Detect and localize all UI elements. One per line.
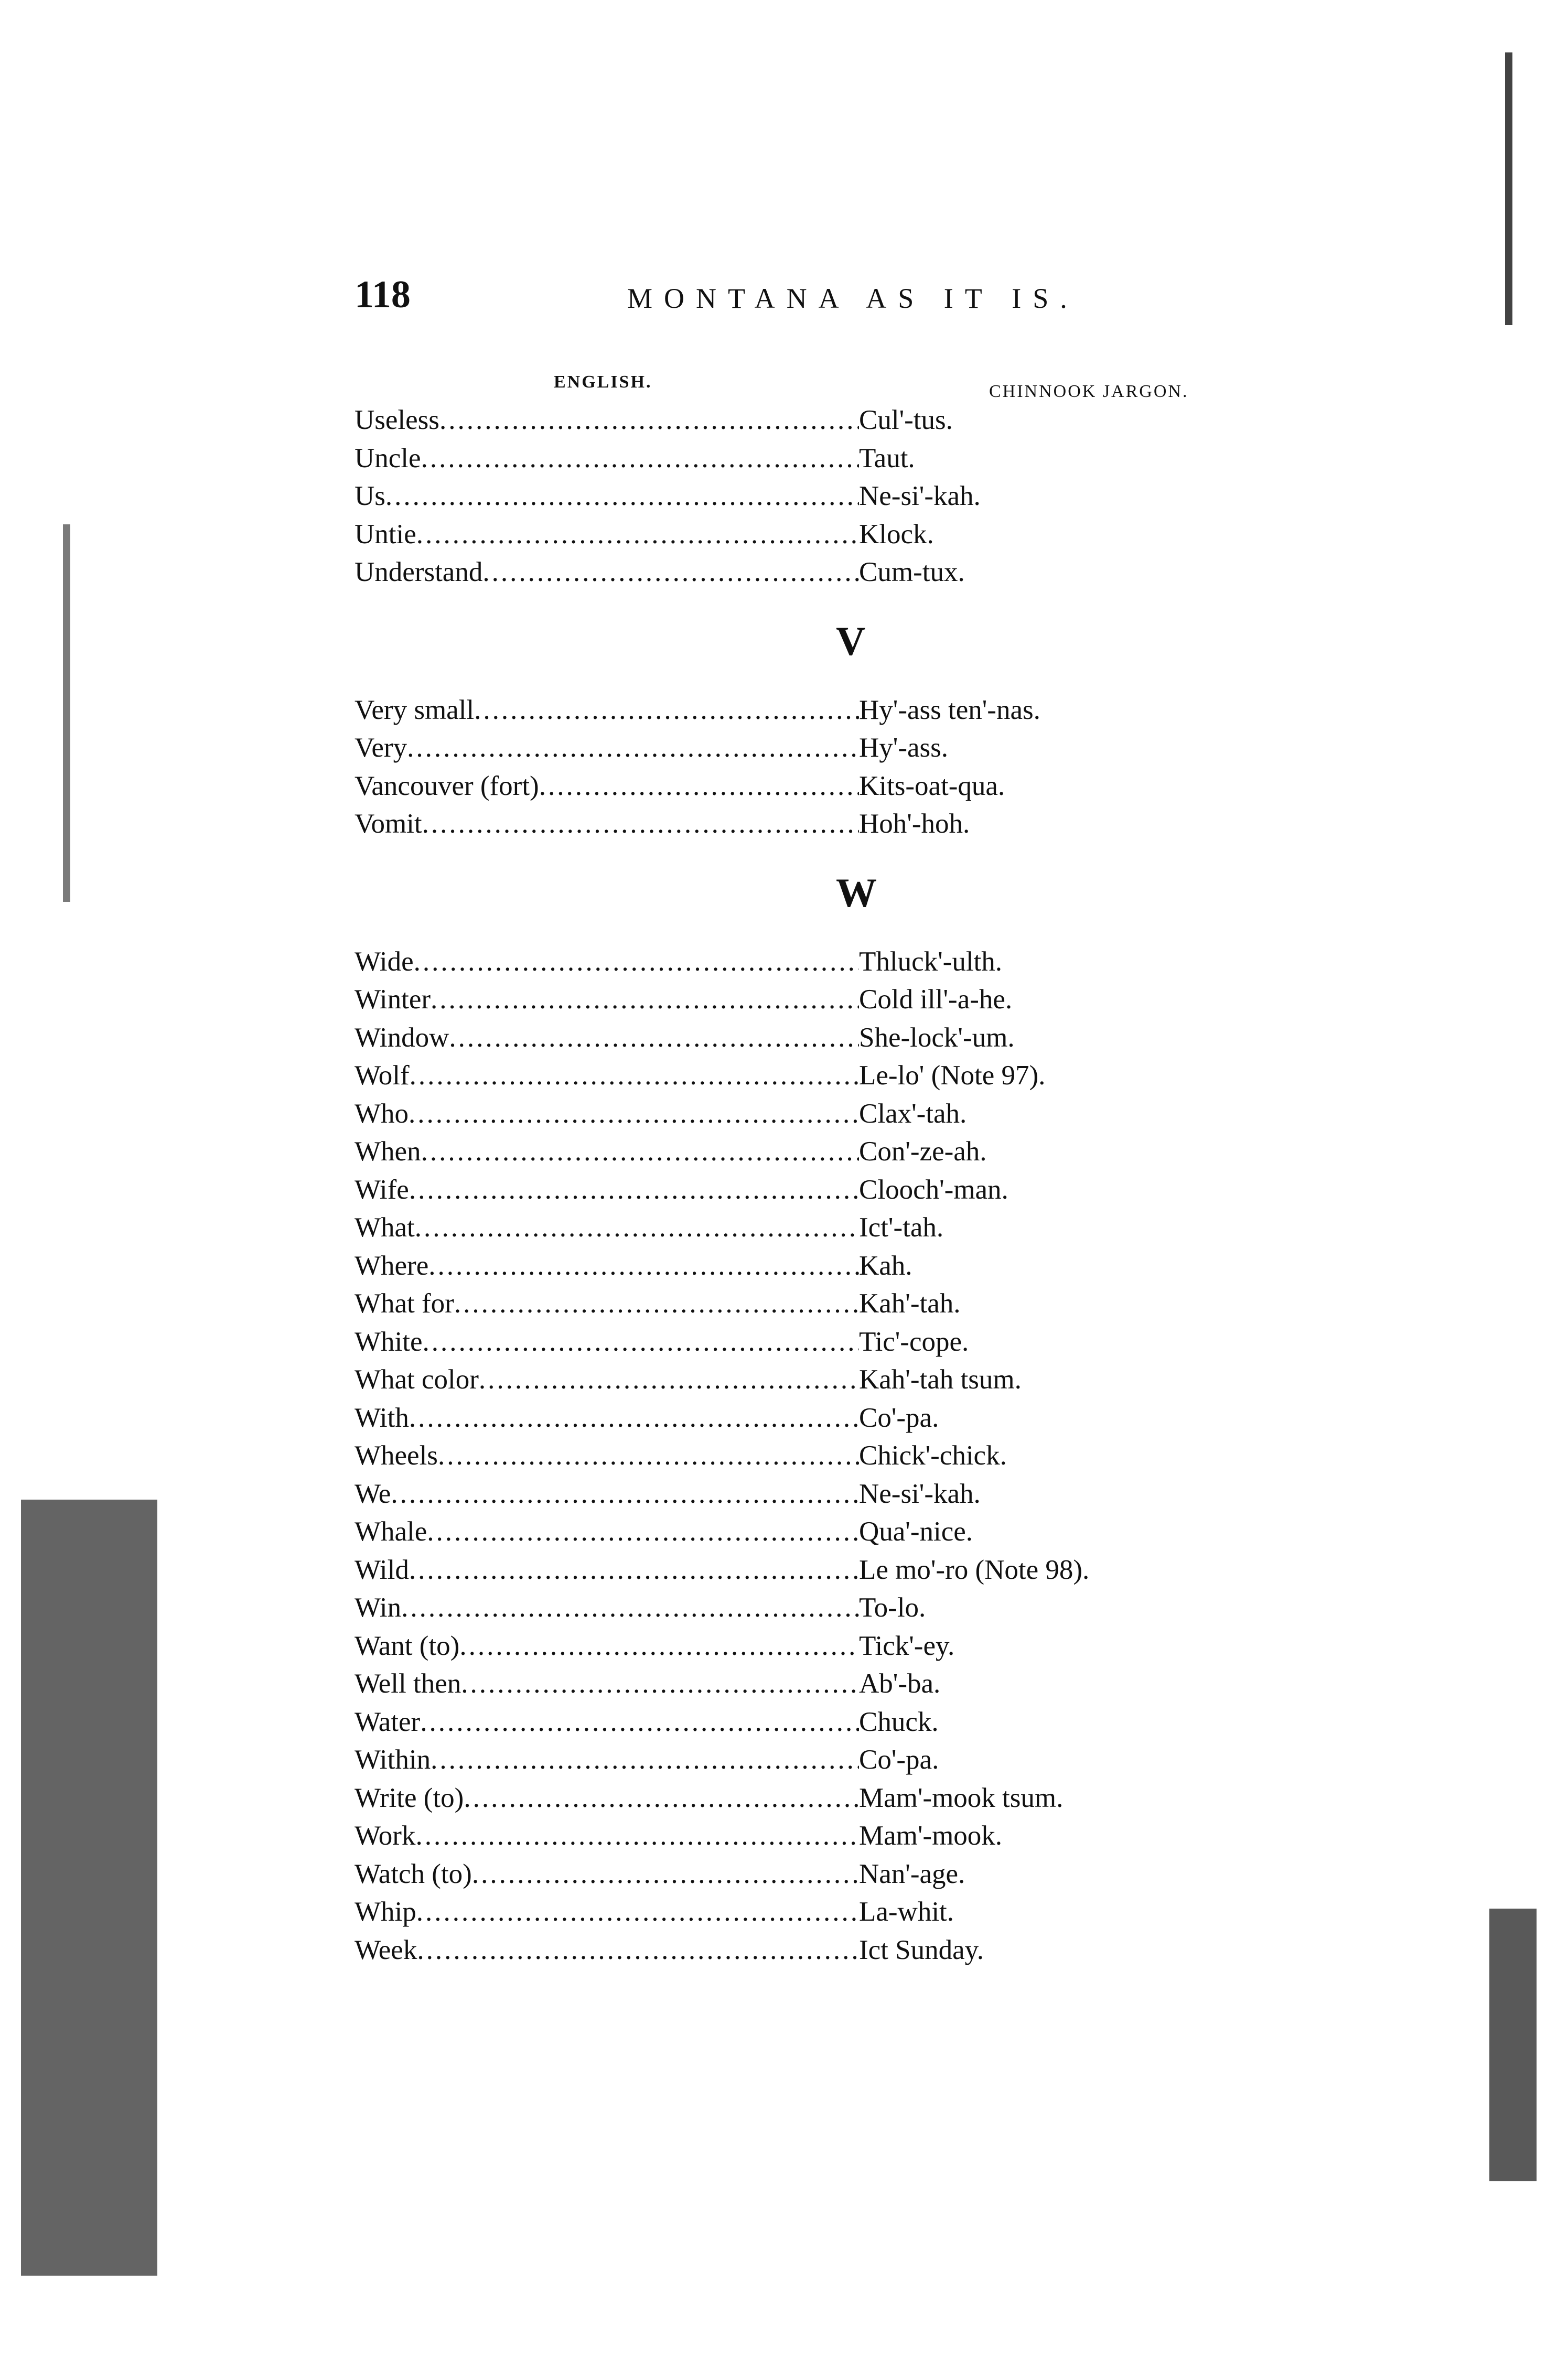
dot-leader bbox=[409, 1095, 859, 1133]
chinook-term: Taut. bbox=[859, 443, 915, 473]
chinook-term: Qua'-nice. bbox=[859, 1516, 973, 1547]
scan-edge-mark bbox=[1489, 1909, 1537, 2181]
chinook-term: Nan'-age. bbox=[859, 1858, 965, 1889]
english-term: We bbox=[355, 1478, 391, 1509]
chinook-term: Mam'-mook. bbox=[859, 1821, 1003, 1851]
dot-leader bbox=[391, 1475, 859, 1513]
vocab-entry bbox=[355, 1703, 1194, 1741]
vocab-entry bbox=[355, 515, 1194, 554]
english-term: Want (to) bbox=[355, 1630, 460, 1661]
dot-leader bbox=[438, 1437, 859, 1475]
english-term: Watch (to) bbox=[355, 1858, 472, 1889]
chinook-term: Ict Sunday. bbox=[859, 1934, 984, 1965]
vocab-entry bbox=[355, 805, 1194, 843]
english-term-with-leader bbox=[355, 1323, 859, 1361]
page-header bbox=[355, 273, 1141, 330]
english-term-with-leader bbox=[355, 1741, 859, 1779]
english-term-with-leader bbox=[355, 1019, 859, 1057]
chinook-term: Cold ill'-a-he. bbox=[859, 984, 1013, 1015]
dot-leader bbox=[454, 1285, 859, 1323]
english-term: Wild bbox=[355, 1554, 409, 1585]
vocab-entry bbox=[355, 981, 1194, 1019]
english-term: Week bbox=[355, 1934, 417, 1965]
english-term: Wide bbox=[355, 946, 414, 977]
dot-leader bbox=[401, 1589, 859, 1627]
english-term: Work bbox=[355, 1821, 416, 1851]
chinook-term: Kah'-tah. bbox=[859, 1288, 961, 1319]
chinook-term: Clax'-tah. bbox=[859, 1098, 967, 1129]
english-term-with-leader bbox=[355, 1893, 859, 1931]
dot-leader bbox=[427, 1513, 859, 1551]
vocab-entry bbox=[355, 1095, 1194, 1133]
english-term: Useless bbox=[355, 405, 439, 435]
english-term: Wife bbox=[355, 1174, 409, 1205]
chinook-term: Ict'-tah. bbox=[859, 1212, 944, 1243]
vocab-entry bbox=[355, 1133, 1194, 1171]
chinook-term: Ne-si'-kah. bbox=[859, 1478, 981, 1509]
english-term: Where bbox=[355, 1250, 429, 1281]
english-term-with-leader bbox=[355, 729, 859, 767]
vocab-entry bbox=[355, 729, 1194, 767]
vocab-entry bbox=[355, 1513, 1194, 1551]
english-term-with-leader bbox=[355, 1931, 859, 1969]
chinook-term: Le-lo' (Note 97). bbox=[859, 1060, 1046, 1091]
vocab-entry bbox=[355, 1551, 1194, 1589]
english-term-with-leader bbox=[355, 1779, 859, 1817]
english-term-with-leader bbox=[355, 805, 859, 843]
vocab-entry bbox=[355, 1019, 1194, 1057]
english-term-with-leader bbox=[355, 515, 859, 554]
english-term-with-leader bbox=[355, 1703, 859, 1741]
dot-leader bbox=[420, 1703, 859, 1741]
chinook-term: Tick'-ey. bbox=[859, 1630, 955, 1661]
page-number: 118 bbox=[355, 273, 411, 316]
chinook-term: She-lock'-um. bbox=[859, 1022, 1015, 1053]
scan-edge-mark bbox=[1505, 52, 1512, 325]
scan-edge-mark bbox=[63, 524, 70, 902]
english-term: Understand bbox=[355, 557, 483, 587]
english-term-with-leader bbox=[355, 553, 859, 591]
english-term: Vomit bbox=[355, 809, 422, 839]
vocab-entry bbox=[355, 1247, 1194, 1285]
english-term: White bbox=[355, 1326, 423, 1357]
dot-leader bbox=[422, 805, 859, 843]
dot-leader bbox=[428, 1247, 859, 1285]
english-term: Water bbox=[355, 1706, 421, 1737]
english-term: Very small bbox=[355, 694, 475, 725]
dot-leader bbox=[423, 1323, 860, 1361]
vocab-entry bbox=[355, 1931, 1194, 1969]
vocabulary-list bbox=[355, 401, 1194, 1969]
vocab-entry bbox=[355, 553, 1194, 591]
english-term: Winter bbox=[355, 984, 431, 1015]
vocab-entry bbox=[355, 1361, 1194, 1399]
dot-leader bbox=[414, 943, 859, 981]
vocab-section bbox=[355, 591, 1194, 843]
vocab-entry bbox=[355, 1209, 1194, 1247]
english-term-with-leader bbox=[355, 1171, 859, 1209]
english-term: Us bbox=[355, 481, 385, 511]
english-term-with-leader bbox=[355, 439, 859, 478]
vocab-entry bbox=[355, 1589, 1194, 1627]
chinook-term: Kah. bbox=[859, 1250, 912, 1281]
chinook-term: Con'-ze-ah. bbox=[859, 1136, 987, 1167]
english-term: Who bbox=[355, 1098, 409, 1129]
english-term-with-leader bbox=[355, 1855, 859, 1893]
vocab-entry bbox=[355, 1627, 1194, 1665]
vocab-entry bbox=[355, 767, 1194, 805]
english-term: Wolf bbox=[355, 1060, 410, 1091]
vocab-entry bbox=[355, 401, 1194, 439]
section-letter: W bbox=[836, 869, 877, 916]
english-term-with-leader bbox=[355, 1057, 859, 1095]
dot-leader bbox=[416, 1893, 859, 1931]
english-term-with-leader bbox=[355, 1627, 859, 1665]
vocab-entry bbox=[355, 1323, 1194, 1361]
dot-leader bbox=[407, 729, 859, 767]
dot-leader bbox=[415, 1209, 859, 1247]
english-term: Well then bbox=[355, 1668, 461, 1699]
dot-leader bbox=[479, 1361, 859, 1399]
scan-edge-mark bbox=[21, 1500, 157, 2276]
chinook-term: Hy'-ass. bbox=[859, 733, 948, 763]
dot-leader bbox=[459, 1627, 859, 1665]
english-term: Whale bbox=[355, 1516, 427, 1547]
dot-leader bbox=[410, 1057, 859, 1095]
english-term: With bbox=[355, 1402, 409, 1433]
english-term: What for bbox=[355, 1288, 454, 1319]
english-term-with-leader bbox=[355, 981, 859, 1019]
english-term: What color bbox=[355, 1364, 479, 1395]
vocab-entry bbox=[355, 943, 1194, 981]
vocab-entry bbox=[355, 1285, 1194, 1323]
dot-leader bbox=[449, 1019, 859, 1057]
english-term: Wheels bbox=[355, 1440, 438, 1471]
vocab-entry bbox=[355, 439, 1194, 478]
chinook-term: Cul'-tus. bbox=[859, 405, 953, 435]
dot-leader bbox=[385, 477, 859, 515]
english-term-with-leader bbox=[355, 1589, 859, 1627]
vocab-entry bbox=[355, 691, 1194, 729]
dot-leader bbox=[421, 1133, 859, 1171]
dot-leader bbox=[416, 515, 859, 554]
chinook-term: To-lo. bbox=[859, 1592, 926, 1623]
english-term-with-leader bbox=[355, 1133, 859, 1171]
english-term: What bbox=[355, 1212, 415, 1243]
english-term-with-leader bbox=[355, 943, 859, 981]
chinook-term: Kah'-tah tsum. bbox=[859, 1364, 1022, 1395]
dot-leader bbox=[461, 1665, 859, 1703]
chinook-term: Ab'-ba. bbox=[859, 1668, 941, 1699]
english-term-with-leader bbox=[355, 691, 859, 729]
chinook-term: Mam'-mook tsum. bbox=[859, 1782, 1064, 1813]
dot-leader bbox=[482, 553, 859, 591]
vocab-entry bbox=[355, 1665, 1194, 1703]
english-term: Whip bbox=[355, 1897, 416, 1927]
english-term-with-leader bbox=[355, 1399, 859, 1437]
dot-leader bbox=[474, 691, 859, 729]
vocab-entry bbox=[355, 1741, 1194, 1779]
english-term-with-leader bbox=[355, 1209, 859, 1247]
english-term-with-leader bbox=[355, 1285, 859, 1323]
english-column-heading: ENGLISH. bbox=[554, 372, 652, 392]
vocab-entry bbox=[355, 1893, 1194, 1931]
dot-leader bbox=[539, 767, 859, 805]
dot-leader bbox=[409, 1399, 859, 1437]
dot-leader bbox=[409, 1551, 859, 1589]
chinook-term: Chick'-chick. bbox=[859, 1440, 1007, 1471]
english-term-with-leader bbox=[355, 1475, 859, 1513]
dot-leader bbox=[409, 1171, 859, 1209]
chinook-term: Le mo'-ro (Note 98). bbox=[859, 1554, 1090, 1585]
dot-leader bbox=[421, 439, 859, 478]
english-term-with-leader bbox=[355, 1437, 859, 1475]
english-term-with-leader bbox=[355, 1665, 859, 1703]
vocab-entry bbox=[355, 1475, 1194, 1513]
english-term: Very bbox=[355, 733, 407, 763]
chinook-term: Thluck'-ulth. bbox=[859, 946, 1003, 977]
english-term: Untie bbox=[355, 519, 416, 550]
english-term-with-leader bbox=[355, 1247, 859, 1285]
english-term: Within bbox=[355, 1744, 431, 1775]
english-term-with-leader bbox=[355, 767, 859, 805]
vocab-entry bbox=[355, 477, 1194, 515]
dot-leader bbox=[439, 401, 859, 439]
vocab-section bbox=[355, 843, 1194, 1969]
dot-leader bbox=[431, 981, 859, 1019]
english-term: Window bbox=[355, 1022, 449, 1053]
english-term-with-leader bbox=[355, 1551, 859, 1589]
chinook-term: Hoh'-hoh. bbox=[859, 809, 970, 839]
chinook-term: Clooch'-man. bbox=[859, 1174, 1008, 1205]
vocab-entry bbox=[355, 1171, 1194, 1209]
chinook-column-heading: CHINNOOK JARGON. bbox=[989, 382, 1189, 401]
chinook-term: Co'-pa. bbox=[859, 1402, 939, 1433]
vocab-entry bbox=[355, 1057, 1194, 1095]
dot-leader bbox=[415, 1817, 859, 1855]
chinook-term: Tic'-cope. bbox=[859, 1326, 969, 1357]
vocab-section bbox=[355, 401, 1194, 591]
english-term: Write (to) bbox=[355, 1782, 464, 1813]
chinook-term: Ne-si'-kah. bbox=[859, 481, 981, 511]
vocab-entry bbox=[355, 1817, 1194, 1855]
vocab-entry bbox=[355, 1779, 1194, 1817]
vocab-entry bbox=[355, 1855, 1194, 1893]
chinook-term: Cum-tux. bbox=[859, 557, 965, 587]
english-term-with-leader bbox=[355, 1095, 859, 1133]
chinook-term: Klock. bbox=[859, 519, 934, 550]
dot-leader bbox=[417, 1931, 859, 1969]
english-term-with-leader bbox=[355, 1817, 859, 1855]
dot-leader bbox=[472, 1855, 859, 1893]
chinook-term: La-whit. bbox=[859, 1897, 954, 1927]
english-term-with-leader bbox=[355, 1361, 859, 1399]
english-term: Win bbox=[355, 1592, 402, 1623]
vocab-entry bbox=[355, 1437, 1194, 1475]
running-title: MONTANA AS IT IS. bbox=[627, 283, 1079, 314]
vocab-entry bbox=[355, 1399, 1194, 1437]
english-term-with-leader bbox=[355, 1513, 859, 1551]
english-term-with-leader bbox=[355, 401, 859, 439]
dot-leader bbox=[464, 1779, 859, 1817]
section-letter: V bbox=[836, 618, 866, 664]
english-term: When bbox=[355, 1136, 421, 1167]
english-term: Uncle bbox=[355, 443, 421, 473]
chinook-term: Kits-oat-qua. bbox=[859, 770, 1005, 801]
chinook-term: Hy'-ass ten'-nas. bbox=[859, 694, 1040, 725]
chinook-term: Co'-pa. bbox=[859, 1744, 939, 1775]
english-term-with-leader bbox=[355, 477, 859, 515]
chinook-term: Chuck. bbox=[859, 1706, 939, 1737]
dot-leader bbox=[431, 1741, 859, 1779]
english-term: Vancouver (fort) bbox=[355, 770, 539, 801]
